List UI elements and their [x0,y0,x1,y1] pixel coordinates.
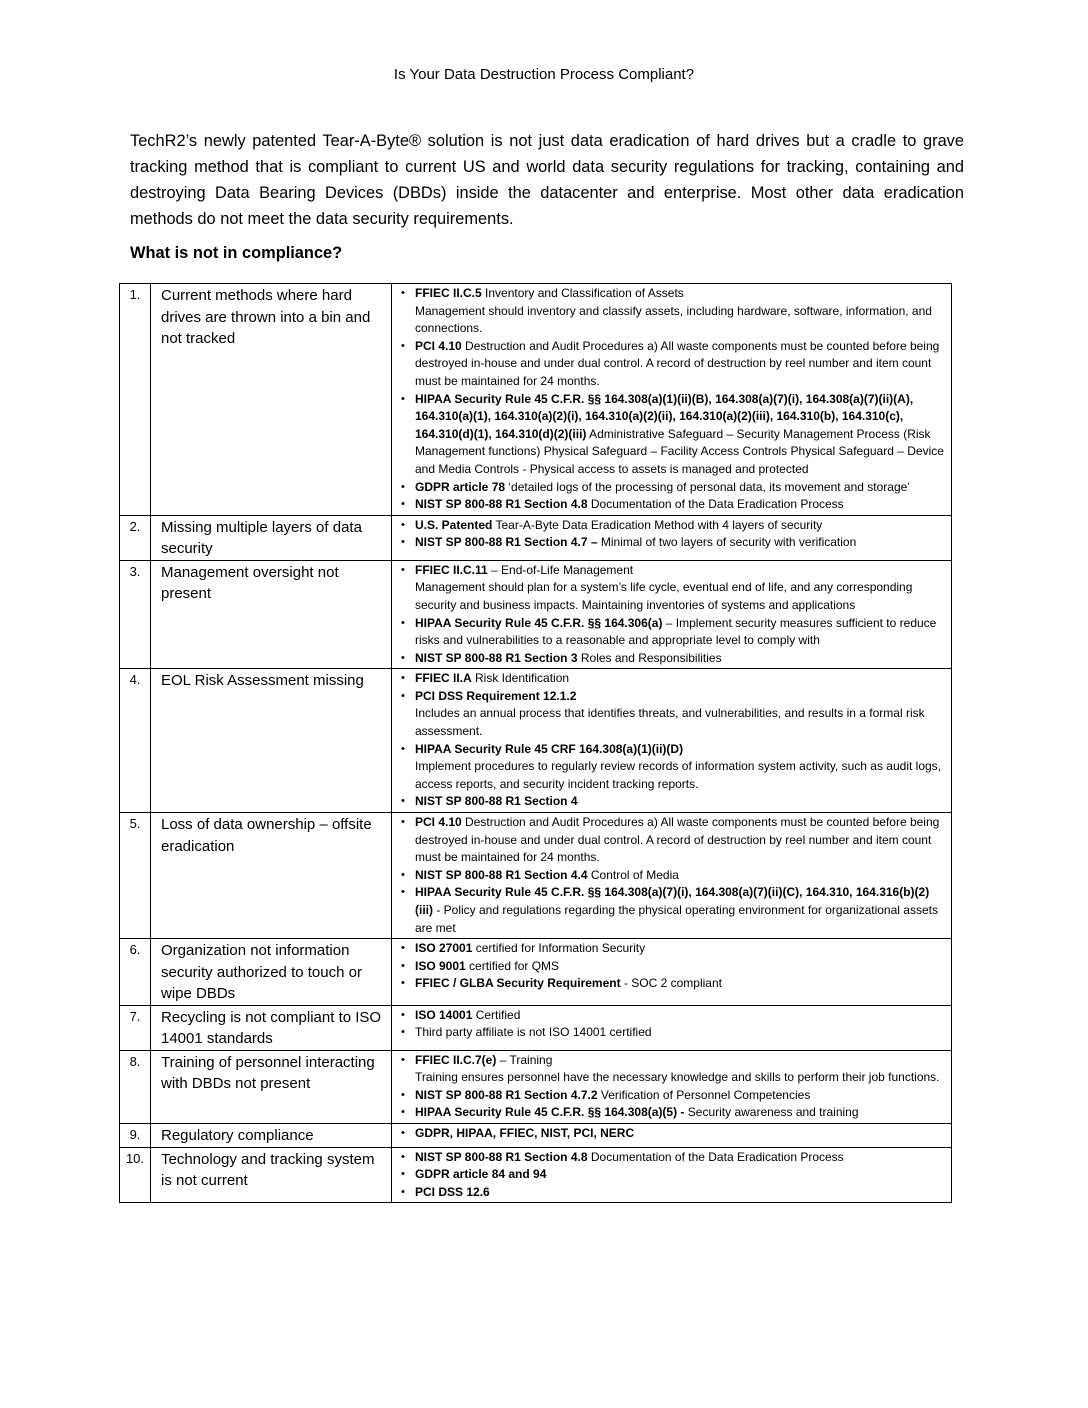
reference-item [400,1104,945,1122]
bullet-icon: • [401,651,405,664]
reference-item [400,793,945,811]
reference-item [400,650,945,668]
bullet-icon: • [401,498,405,511]
references-cell [392,1147,952,1203]
reference-item [400,1087,945,1105]
table-row [120,560,952,669]
bullet-icon: • [401,1127,405,1140]
references-cell [392,1124,952,1148]
row-number: 5. [120,813,151,939]
reference-item [400,1024,945,1042]
reference-item [400,517,945,535]
reference-item [400,1149,945,1167]
bullet-icon: • [401,868,405,881]
bullet-icon: • [401,563,405,576]
reference-item [400,1125,945,1143]
reference-text: certified for Information Security [472,941,646,956]
bullet-icon: • [401,1008,405,1021]
compliance-table [119,283,952,1203]
row-number: 9. [120,1124,151,1148]
reference-item [400,479,945,497]
bullet-icon: • [401,672,405,685]
row-number: 1. [120,284,151,516]
row-number: 10. [120,1147,151,1203]
reference-item [400,285,945,338]
issue-cell: Loss of data ownership – offsite eradication [151,813,392,939]
table-row [120,813,952,939]
table-row [120,1005,952,1050]
reference-detail: Training ensures personnel have the necessary knowledge and skills to perform their job functions. [415,1070,940,1085]
references-cell [392,1005,952,1050]
reference-code: ISO 27001 [415,941,473,956]
references-list [400,1125,945,1143]
reference-item [400,975,945,993]
row-number: 2. [120,515,151,560]
reference-code: FFIEC / GLBA Security Requirement [415,976,621,991]
issue-cell: Management oversight not present [151,560,392,669]
references-list [400,670,945,811]
reference-text: Tear-A-Byte Data Eradication Method with 4 layers of security [492,517,823,532]
references-cell [392,284,952,516]
bullet-icon: • [401,392,405,405]
reference-code: NIST SP 800-88 R1 Section 4 [415,794,578,809]
table-row [120,669,952,813]
bullet-icon: • [401,1185,405,1198]
bullet-icon: • [401,287,405,299]
reference-code: FFIEC II.A [415,671,472,686]
reference-item [400,615,945,650]
references-list [400,562,945,668]
reference-text: – Implement security measures sufficient to reduce risks and vulnerabilities to a reasonable and appropriate level to comply with [415,615,937,648]
reference-text: - Policy and regulations regarding the physical operating environment for organizational assets are met [415,903,938,935]
reference-text: - SOC 2 compliant [620,976,722,991]
references-list [400,1149,945,1202]
reference-code: GDPR article 84 and 94 [415,1167,547,1182]
reference-code: ISO 14001 [415,1007,473,1022]
page-title: Is Your Data Destruction Process Compliant? [393,66,695,83]
reference-item [400,1052,945,1087]
bullet-icon: • [401,1088,405,1101]
reference-code: PCI DSS Requirement 12.1.2 [415,688,577,703]
reference-item [400,562,945,615]
reference-code: NIST SP 800-88 R1 Section 4.7.2 [415,1087,598,1102]
reference-item [400,884,945,937]
reference-item [400,958,945,976]
issue-cell: Missing multiple layers of data security [151,515,392,560]
reference-detail: Management should inventory and classify assets, including hardware, software, information, and connections. [415,303,932,336]
references-list [400,940,945,993]
reference-detail: Management should plan for a system’s life cycle, eventual end of life, and any corresponding security and business impacts. Maintaining inventories of systems and applications [415,580,913,612]
table-row [120,1124,952,1148]
references-cell [392,939,952,1006]
reference-item [400,1184,945,1202]
reference-text: Documentation of the Data Eradication Process [587,1149,844,1164]
reference-item [400,741,945,794]
reference-text: Verification of Personnel Competencies [597,1087,811,1102]
bullet-icon: • [401,742,405,755]
reference-item [400,1007,945,1025]
reference-code: FFIEC II.C.11 [415,562,488,577]
reference-text: Inventory and Classification of Assets [481,286,684,300]
bullet-icon: • [401,536,405,549]
reference-item [400,867,945,885]
reference-text: – Training [496,1052,553,1067]
references-cell [392,560,952,669]
table-row [120,515,952,560]
reference-item [400,534,945,552]
table-row [120,1147,952,1203]
reference-item [400,1166,945,1184]
references-cell [392,669,952,813]
reference-code: NIST SP 800-88 R1 Section 4.8 [415,1149,588,1164]
reference-text: certified for QMS [465,958,560,973]
bullet-icon: • [401,942,405,955]
reference-code: NIST SP 800-88 R1 Section 4.8 [415,497,588,512]
bullet-icon: • [401,689,405,702]
issue-cell: Technology and tracking system is not current [151,1147,392,1203]
table-row [120,284,952,516]
reference-text: Minimal of two layers of security with verification [597,535,857,550]
references-list [400,517,945,552]
row-number: 3. [120,560,151,669]
bullet-icon: • [401,1053,405,1066]
reference-text: Risk Identification [471,671,570,686]
issue-cell: Organization not information security authorized to touch or wipe DBDs [151,939,392,1006]
table-row [120,1050,952,1123]
reference-text: – End-of-Life Management [487,562,634,577]
issue-cell: EOL Risk Assessment missing [151,669,392,813]
bullet-icon: • [401,1026,405,1039]
reference-text: Roles and Responsibilities [577,650,722,665]
reference-code: HIPAA Security Rule 45 C.F.R. §§ 164.308(a)(7)(i), 164.308(a)(7)(ii)(C), 164.310, 164.316(b)(2)(iii) [415,885,930,917]
table-row [120,939,952,1006]
row-number: 4. [120,669,151,813]
reference-item [400,688,945,741]
reference-text: Certified [472,1007,521,1022]
section-heading: What is not in compliance? [130,244,343,262]
references-list [400,1007,945,1042]
references-list [400,285,945,514]
reference-code: GDPR article 78 [415,479,506,494]
row-number: 6. [120,939,151,1006]
references-cell [392,813,952,939]
bullet-icon: • [401,977,405,990]
reference-code: FFIEC II.C.5 [415,286,482,300]
bullet-icon: • [401,518,405,531]
issue-cell: Current methods where hard drives are thrown into a bin and not tracked [151,284,392,516]
bullet-icon: • [401,1106,405,1119]
reference-code: ISO 9001 [415,958,466,973]
bullet-icon: • [401,795,405,808]
reference-code: PCI 4.10 [415,338,462,353]
reference-code: GDPR, HIPAA, FFIEC, NIST, PCI, NERC [415,1126,635,1141]
reference-text: Documentation of the Data Eradication Process [587,497,844,512]
row-number: 7. [120,1005,151,1050]
reference-code: PCI DSS 12.6 [415,1184,490,1199]
reference-code: NIST SP 800-88 R1 Section 4.4 [415,867,588,882]
reference-code: U.S. Patented [415,517,493,532]
reference-item [400,391,945,479]
compliance-table-body [120,284,952,1203]
reference-item [400,940,945,958]
bullet-icon: • [401,480,405,493]
bullet-icon: • [401,1168,405,1181]
intro-paragraph: TechR2’s newly patented Tear-A-Byte® solution is not just data eradication of hard drives but a cradle to grave tracking method that is compliant to current US and world data security regulations for tracking, containing and destroying Data Bearing Devices (DBDs) inside the datacenter and enterprise. Most other data eradication methods do not meet the data security requirements. [130,132,964,228]
reference-item [400,338,945,391]
reference-detail: Implement procedures to regularly review records of information system activity, such as audit logs, access reports, and security incident tracking reports. [415,759,941,791]
reference-code: HIPAA Security Rule 45 C.F.R. §§ 164.308(a)(1)(ii)(B), 164.308(a)(7)(i), 164.308(a)(7)(ii)(A), 164.310(a)(1), 164.310(a)(2)(i), 164.310(a)(2)(ii), 164.310(a)(2)(iii), 164.310(b), 164.310(c), 164.310(d)(1), 164.310(d)(2)(iii) [415,391,914,441]
issue-cell: Regulatory compliance [151,1124,392,1148]
reference-text: Destruction and Audit Procedures a) All waste components must be counted before being destroyed in-house and under dual control. A record of destruction by reel number and item count must be maintained for 24 months. [415,815,940,865]
reference-code: HIPAA Security Rule 45 C.F.R. §§ 164.306(a) [415,615,663,630]
references-cell [392,1050,952,1123]
references-list [400,814,945,937]
reference-text: Security awareness and training [684,1105,859,1120]
issue-cell: Recycling is not compliant to ISO 14001 standards [151,1005,392,1050]
bullet-icon: • [401,339,405,352]
bullet-icon: • [401,959,405,972]
reference-code: HIPAA Security Rule 45 CRF 164.308(a)(1)(ii)(D) [415,741,684,756]
reference-code: FFIEC II.C.7(e) [415,1052,497,1067]
reference-text: Third party affiliate is not ISO 14001 certified [415,1025,652,1040]
reference-code: NIST SP 800-88 R1 Section 4.7 – [415,535,598,550]
bullet-icon: • [401,886,405,899]
bullet-icon: • [401,616,405,629]
reference-code: NIST SP 800-88 R1 Section 3 [415,650,578,665]
reference-detail: Includes an annual process that identifies threats, and vulnerabilities, and results in a formal risk assessment. [415,706,925,739]
reference-text: Destruction and Audit Procedures a) All waste components must be counted before being destroyed in-house and under dual control. A record of destruction by reel number and item count must be maintained for 24 months. [415,338,940,388]
reference-code: PCI 4.10 [415,815,462,830]
bullet-icon: • [401,816,405,829]
references-cell [392,515,952,560]
reference-text: Administrative Safeguard – Security Management Process (Risk Management functions) Physical Safeguard – Facility Access Controls Physical Safeguard – Device and Media Controls - Physical access to assets is managed and protected [415,426,944,476]
reference-item [400,496,945,514]
row-number: 8. [120,1050,151,1123]
references-list [400,1052,945,1122]
reference-text: Control of Media [587,867,679,882]
bullet-icon: • [401,1150,405,1163]
issue-cell: Training of personnel interacting with DBDs not present [151,1050,392,1123]
reference-code: HIPAA Security Rule 45 C.F.R. §§ 164.308(a)(5) - [415,1105,685,1120]
reference-item [400,814,945,867]
reference-text: ‘detailed logs of the processing of personal data, its movement and storage’ [505,479,910,494]
reference-item [400,670,945,688]
